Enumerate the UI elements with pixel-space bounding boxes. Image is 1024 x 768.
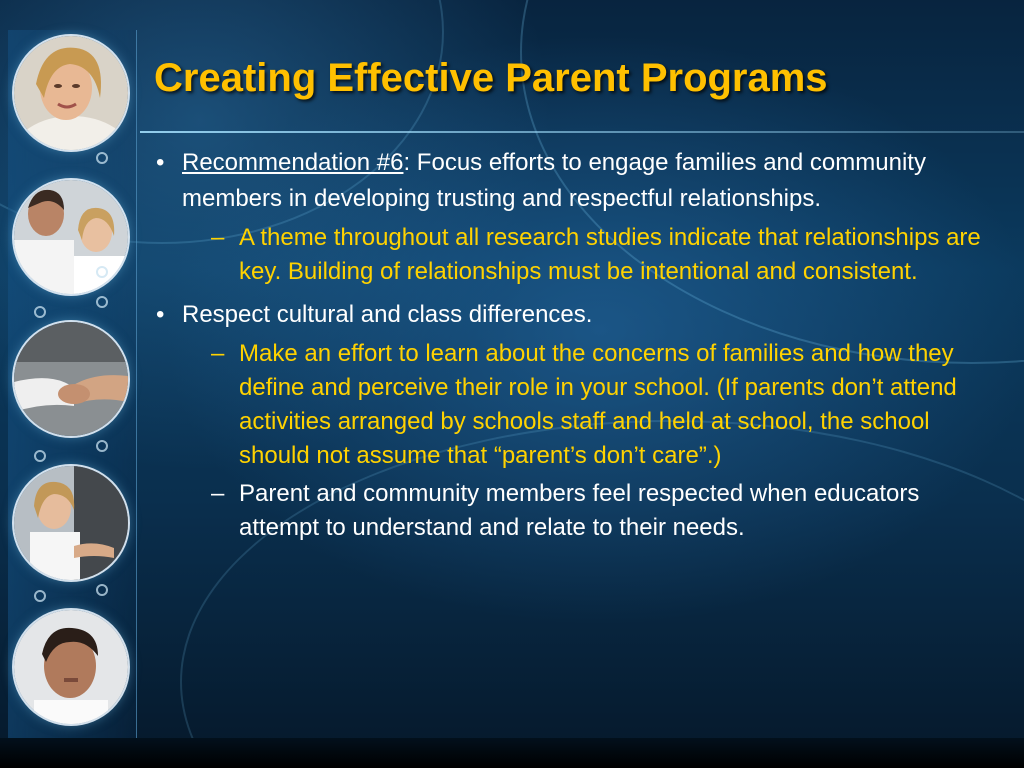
slide-body <box>154 145 1004 545</box>
decorative-ring <box>34 306 46 318</box>
decorative-ring <box>96 440 108 452</box>
decorative-ring <box>96 266 108 278</box>
bullet-icon: • <box>156 301 165 328</box>
dash-icon: – <box>211 480 225 507</box>
decorative-ring <box>96 296 108 308</box>
bullet-item <box>154 145 1004 217</box>
handshake-photo <box>14 322 128 436</box>
bullet-text: Respect cultural and class differences. <box>182 301 593 328</box>
sub-bullet-text: Parent and community members feel respected when educators attempt to understand and relate to their needs. <box>239 480 920 541</box>
man-and-woman-photo <box>14 180 128 294</box>
recommendation-link[interactable]: Recommendation #6 <box>182 149 404 176</box>
decorative-ring <box>96 584 108 596</box>
sub-bullet-item <box>154 221 1004 289</box>
sub-bullet-text: A theme throughout all research studies indicate that relationships are key. Building of relationships must be intentional and consistent. <box>239 224 981 285</box>
decorative-ring <box>34 590 46 602</box>
dash-icon: – <box>211 340 225 367</box>
bottom-band <box>0 738 1024 768</box>
sub-bullet-group <box>154 221 1004 289</box>
slide-title: Creating Effective Parent Programs <box>154 56 828 100</box>
title-divider <box>140 131 1024 133</box>
bullet-item <box>154 297 1004 333</box>
woman-smiling-photo <box>14 36 128 150</box>
dash-icon: – <box>211 224 225 251</box>
sub-bullet-item <box>154 337 1004 473</box>
sub-bullet-item <box>154 477 1004 545</box>
bullet-icon: • <box>156 149 165 176</box>
man-headset-photo <box>14 610 128 724</box>
sub-bullet-group <box>154 337 1004 545</box>
decorative-ring <box>34 450 46 462</box>
woman-greeting-photo <box>14 466 128 580</box>
bullet-text: : Focus efforts to engage families and community members in developing trusting and respectful relationships. <box>182 149 926 212</box>
decorative-ring <box>96 152 108 164</box>
sub-bullet-text: Make an effort to learn about the concerns of families and how they define and perceive their role in your school. (If parents don’t attend activities arranged by schools staff and held at school, the school should not assume that “parent’s don’t care”.) <box>239 340 957 469</box>
